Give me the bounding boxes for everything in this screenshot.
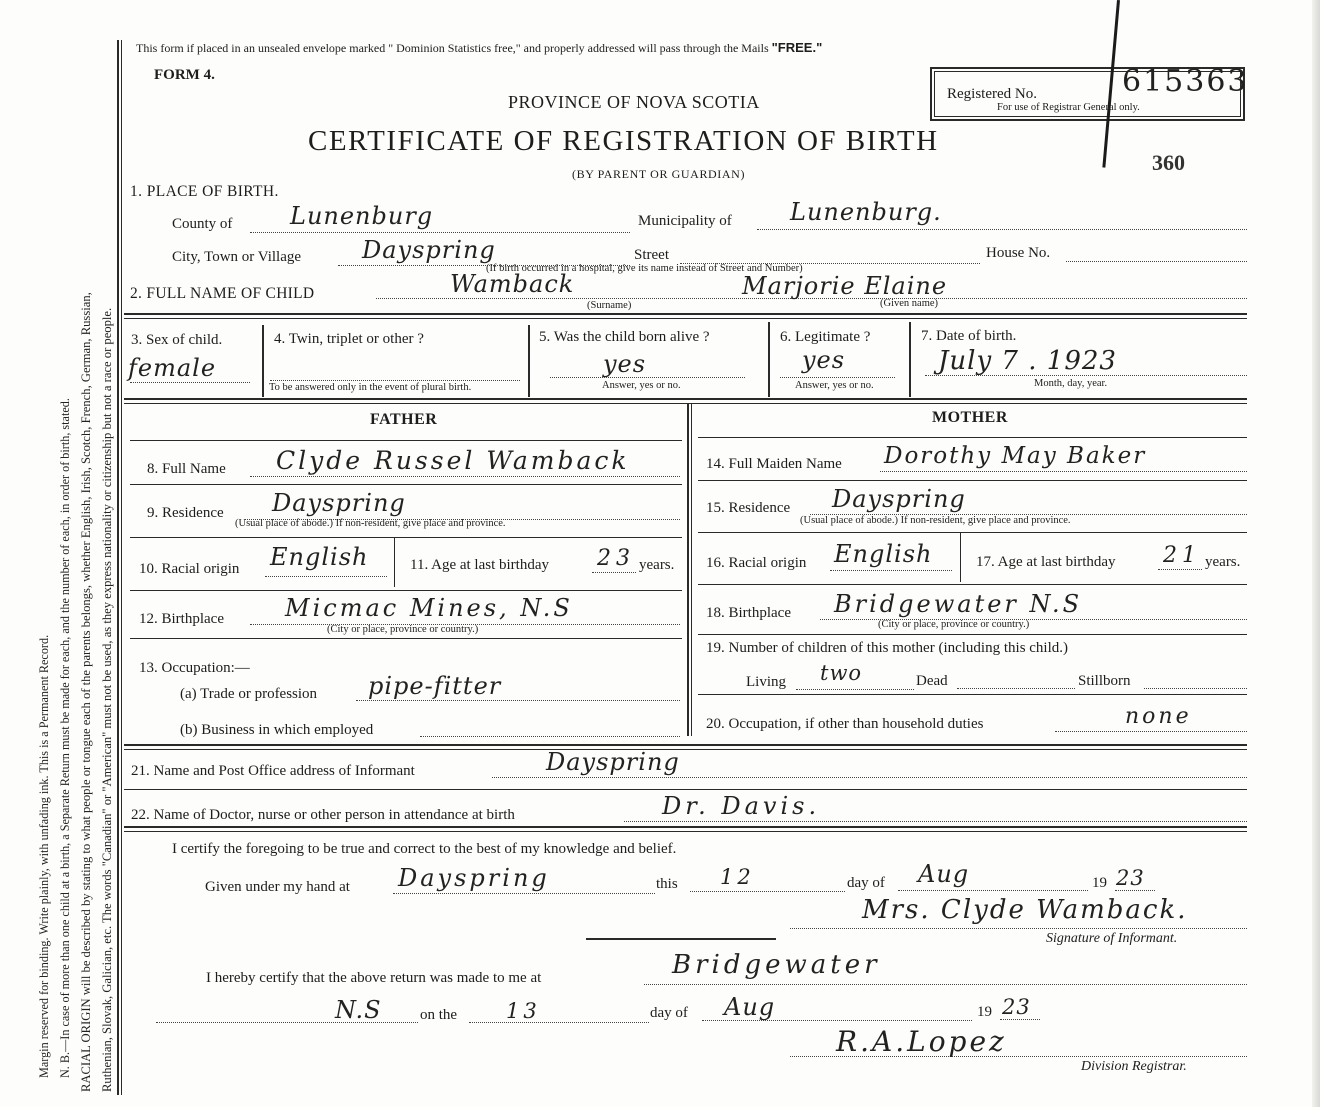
stamp-number: 360 xyxy=(1152,150,1185,175)
rule-doctor-2 xyxy=(124,831,1247,832)
father-age-line xyxy=(592,572,636,573)
dead-label: Dead xyxy=(916,673,948,689)
registrar-certify-label: I hereby certify that the above return was made to me at xyxy=(206,970,542,986)
street-label: Street xyxy=(634,247,669,263)
mother-occupation-label: 20. Occupation, if other than household duties xyxy=(706,716,984,732)
county-value: Lunenburg xyxy=(290,202,434,230)
father-birthplace-value: Micmac Mines, N.S xyxy=(285,594,573,622)
mother-birthplace-rule xyxy=(698,634,1247,635)
margin-border-inner xyxy=(121,40,122,1095)
hospital-note: (If birth occurred in a hospital, give its name instead of Street and Number) xyxy=(486,263,803,274)
father-residence-rule xyxy=(130,537,682,538)
day-line xyxy=(690,891,845,892)
city-label: City, Town or Village xyxy=(172,249,302,265)
mother-heading-rule xyxy=(698,437,1247,438)
house-label: House No. xyxy=(986,245,1051,261)
rule-row3-2 xyxy=(124,403,1247,404)
divider-6-7 xyxy=(909,322,911,397)
year-line xyxy=(1115,890,1155,891)
dob-line xyxy=(925,375,1247,376)
legit-value: yes xyxy=(802,346,846,374)
house-line xyxy=(1066,261,1247,262)
mother-name-rule xyxy=(698,480,1247,481)
day-of-label: day of xyxy=(847,875,885,891)
divider-3-4 xyxy=(262,325,264,397)
father-age-label: 11. Age at last birthday xyxy=(410,557,549,573)
year-value: 23 xyxy=(1116,866,1145,890)
mother-age-value: 21 xyxy=(1163,543,1201,568)
child-name-label: 2. FULL NAME OF CHILD xyxy=(130,285,315,302)
father-name-label: 8. Full Name xyxy=(147,461,226,477)
father-occupation-label: 13. Occupation:— xyxy=(139,660,250,676)
paper-right-edge xyxy=(1312,0,1320,1107)
registrar-place-value: Bridgewater xyxy=(672,950,881,980)
father-age-value: 23 xyxy=(597,546,635,571)
surname-caption: (Surname) xyxy=(587,300,632,311)
mother-residence-rule xyxy=(698,532,1247,533)
mother-age-label: 17. Age at last birthday xyxy=(976,554,1116,570)
registrar-place-value-2: N.S xyxy=(335,996,382,1024)
legit-line xyxy=(780,377,895,378)
registrar-place-line xyxy=(644,984,1247,985)
mother-birthplace-value: Bridgewater N.S xyxy=(834,590,1083,618)
father-racial-divider xyxy=(394,537,395,587)
rule-row3-1 xyxy=(124,398,1247,400)
twin-line xyxy=(270,380,520,381)
divider-4-5 xyxy=(528,325,530,397)
father-heading-rule xyxy=(130,440,682,441)
mother-children-rule xyxy=(698,694,1247,695)
mother-birthplace-label: 18. Birthplace xyxy=(706,605,791,621)
child-given-name: Marjorie Elaine xyxy=(742,272,948,300)
child-surname: Wamback xyxy=(450,270,575,298)
mother-residence-label: 15. Residence xyxy=(706,500,791,516)
mother-residence-value: Dayspring xyxy=(832,485,966,513)
father-name-line xyxy=(250,476,680,477)
father-business-label: (b) Business in which employed xyxy=(180,722,374,738)
stillborn-line xyxy=(1144,688,1247,689)
father-heading: FATHER xyxy=(370,411,438,428)
registrar-year-value: 23 xyxy=(1002,995,1031,1019)
informant-signature: Mrs. Clyde Wamback. xyxy=(862,895,1188,925)
province-heading: PROVINCE OF NOVA SCOTIA xyxy=(508,92,760,112)
dob-caption: Month, day, year. xyxy=(1034,378,1108,389)
registrar-day-line xyxy=(469,1022,649,1023)
father-racial-label: 10. Racial origin xyxy=(139,561,240,577)
parents-divider-2 xyxy=(691,404,692,736)
alive-line xyxy=(550,377,745,378)
informant-value: Dayspring xyxy=(546,748,680,776)
father-birthplace-label: 12. Birthplace xyxy=(139,611,224,627)
divider-5-6 xyxy=(768,322,770,397)
mother-name-line xyxy=(880,471,1247,472)
legit-label: 6. Legitimate ? xyxy=(780,329,871,345)
signature-caption: Signature of Informant. xyxy=(1046,931,1178,946)
on-the-label: on the xyxy=(420,1007,458,1023)
margin-note-3: RACIAL ORIGIN will be described by stating to what people or tongue each of the parents belongs, whether English, Irish, Scotch, French, German, Russian, xyxy=(79,292,93,1092)
father-residence-value: Dayspring xyxy=(272,489,406,517)
registered-label: Registered No. xyxy=(947,86,1037,102)
year-prefix: 19 xyxy=(1092,875,1107,891)
rule-informant xyxy=(124,789,1247,790)
signature-line xyxy=(790,928,1247,929)
municipality-line xyxy=(757,229,1247,230)
this-label: this xyxy=(656,876,678,892)
stillborn-label: Stillborn xyxy=(1078,673,1131,689)
father-birthplace-caption: (City or place, province or country.) xyxy=(327,624,479,635)
father-birthplace-rule xyxy=(130,638,682,639)
living-line xyxy=(796,689,914,690)
county-label: County of xyxy=(172,216,233,232)
mother-name-value: Dorothy May Baker xyxy=(884,443,1147,469)
sex-value: female xyxy=(128,354,217,382)
rule-doctor-1 xyxy=(124,826,1247,828)
mother-age-line xyxy=(1158,569,1202,570)
living-value: two xyxy=(820,661,863,685)
father-trade-line xyxy=(356,700,680,701)
margin-note-1: Margin reserved for binding. Write plainly, with unfading ink. This is a Permanent Record. xyxy=(37,634,51,1078)
twin-label: 4. Twin, triplet or other ? xyxy=(274,331,424,347)
dob-value: July 7 . 1923 xyxy=(938,346,1117,376)
given-under-label: Given under my hand at xyxy=(205,879,350,895)
mother-occupation-line xyxy=(1055,731,1247,732)
mother-heading: MOTHER xyxy=(932,409,1008,426)
municipality-label: Municipality of xyxy=(638,213,732,229)
alive-label: 5. Was the child born alive ? xyxy=(539,329,710,345)
sex-label: 3. Sex of child. xyxy=(131,332,223,348)
month-value: Aug xyxy=(918,860,970,888)
margin-border xyxy=(117,40,119,1095)
legit-caption: Answer, yes or no. xyxy=(795,380,874,391)
certify-text: I certify the foregoing to be true and correct to the best of my knowledge and belief. xyxy=(172,841,677,857)
county-line xyxy=(250,232,630,233)
doctor-value: Dr. Davis. xyxy=(662,792,821,820)
registrar-day-of-label: day of xyxy=(650,1005,688,1021)
separator-short xyxy=(586,938,776,940)
mother-racial-value: English xyxy=(834,540,933,568)
registrar-year-line xyxy=(1000,1019,1040,1020)
registrar-caption: Division Registrar. xyxy=(1081,1059,1187,1074)
rule-top-2 xyxy=(124,318,1247,319)
registrar-month-value: Aug xyxy=(724,993,776,1021)
mail-note xyxy=(136,40,822,56)
form-number: FORM 4. xyxy=(154,67,215,83)
given-caption: (Given name) xyxy=(880,298,939,309)
municipality-value: Lunenburg. xyxy=(790,198,942,226)
father-racial-value: English xyxy=(270,543,369,571)
margin-note-4: Ruthenian, Slovak, Galician, etc. The words "Canadian" or "American" must not be used, as they express nationality or citizenship but not a race or people. xyxy=(100,307,114,1092)
given-place-line xyxy=(393,893,655,894)
place-of-birth-heading: 1. PLACE OF BIRTH. xyxy=(130,183,279,200)
alive-caption: Answer, yes or no. xyxy=(602,380,681,391)
father-residence-label: 9. Residence xyxy=(147,505,224,521)
sex-line xyxy=(130,382,250,383)
rule-bottom-2 xyxy=(124,749,1247,750)
given-place-value: Dayspring xyxy=(398,864,550,892)
registered-number: 615363 xyxy=(1122,64,1249,99)
mother-racial-label: 16. Racial origin xyxy=(706,555,807,571)
day-value: 12 xyxy=(720,865,755,889)
registrar-signature: R.A.Lopez xyxy=(836,1025,1007,1058)
city-value: Dayspring xyxy=(362,236,496,264)
rule-top-1 xyxy=(124,313,1247,315)
registrar-day-value: 13 xyxy=(506,999,541,1023)
informant-line xyxy=(492,777,1247,778)
informant-label: 21. Name and Post Office address of Informant xyxy=(131,763,415,779)
living-label: Living xyxy=(746,674,786,690)
dob-label: 7. Date of birth. xyxy=(921,328,1017,344)
father-age-unit: years. xyxy=(639,557,675,573)
mother-residence-caption: (Usual place of abode.) If non-resident, give place and province. xyxy=(800,515,1071,526)
month-line xyxy=(898,890,1088,891)
dead-line xyxy=(957,688,1075,689)
father-trade-value: pipe-fitter xyxy=(368,672,502,700)
mother-age-unit: years. xyxy=(1205,554,1241,570)
mail-note-text: This form if placed in an unsealed envelope marked " Dominion Statistics free," and properly addressed will pass through the Mails xyxy=(136,41,769,55)
certificate-subtitle: (BY PARENT OR GUARDIAN) xyxy=(572,167,746,181)
father-residence-caption: (Usual place of abode.) If non-resident, give place and province. xyxy=(235,518,506,529)
parents-divider-1 xyxy=(687,404,689,736)
mother-racial-divider xyxy=(960,532,961,582)
father-trade-label: (a) Trade or profession xyxy=(180,686,318,702)
father-name-rule xyxy=(130,484,682,485)
certificate-title: CERTIFICATE OF REGISTRATION OF BIRTH xyxy=(308,125,939,157)
father-business-line xyxy=(420,736,680,737)
mother-racial-rule xyxy=(698,584,1247,585)
mother-birthplace-caption: (City or place, province or country.) xyxy=(878,619,1030,630)
mail-free: "FREE." xyxy=(771,40,823,55)
doctor-label: 22. Name of Doctor, nurse or other person in attendance at birth xyxy=(131,807,515,823)
father-name-value: Clyde Russel Wamback xyxy=(276,446,630,475)
mother-name-label: 14. Full Maiden Name xyxy=(706,456,842,472)
doctor-line xyxy=(624,821,1247,822)
mother-children-label: 19. Number of children of this mother (including this child.) xyxy=(706,640,1069,656)
registrar-year-prefix: 19 xyxy=(977,1004,992,1020)
father-racial-line xyxy=(265,576,387,577)
father-racial-rule xyxy=(130,590,682,591)
rule-bottom-1 xyxy=(124,744,1247,746)
mother-occupation-value: none xyxy=(1125,704,1192,729)
mother-racial-line xyxy=(830,570,952,571)
twin-note: To be answered only in the event of plural birth. xyxy=(269,382,472,393)
registered-note: For use of Registrar General only. xyxy=(997,102,1140,113)
margin-note-2: N. B.—In case of more than one child at a birth, a Separate Return must be made for each, and the number of each, in order of birth, stated. xyxy=(58,398,72,1078)
alive-value: yes xyxy=(603,350,647,378)
